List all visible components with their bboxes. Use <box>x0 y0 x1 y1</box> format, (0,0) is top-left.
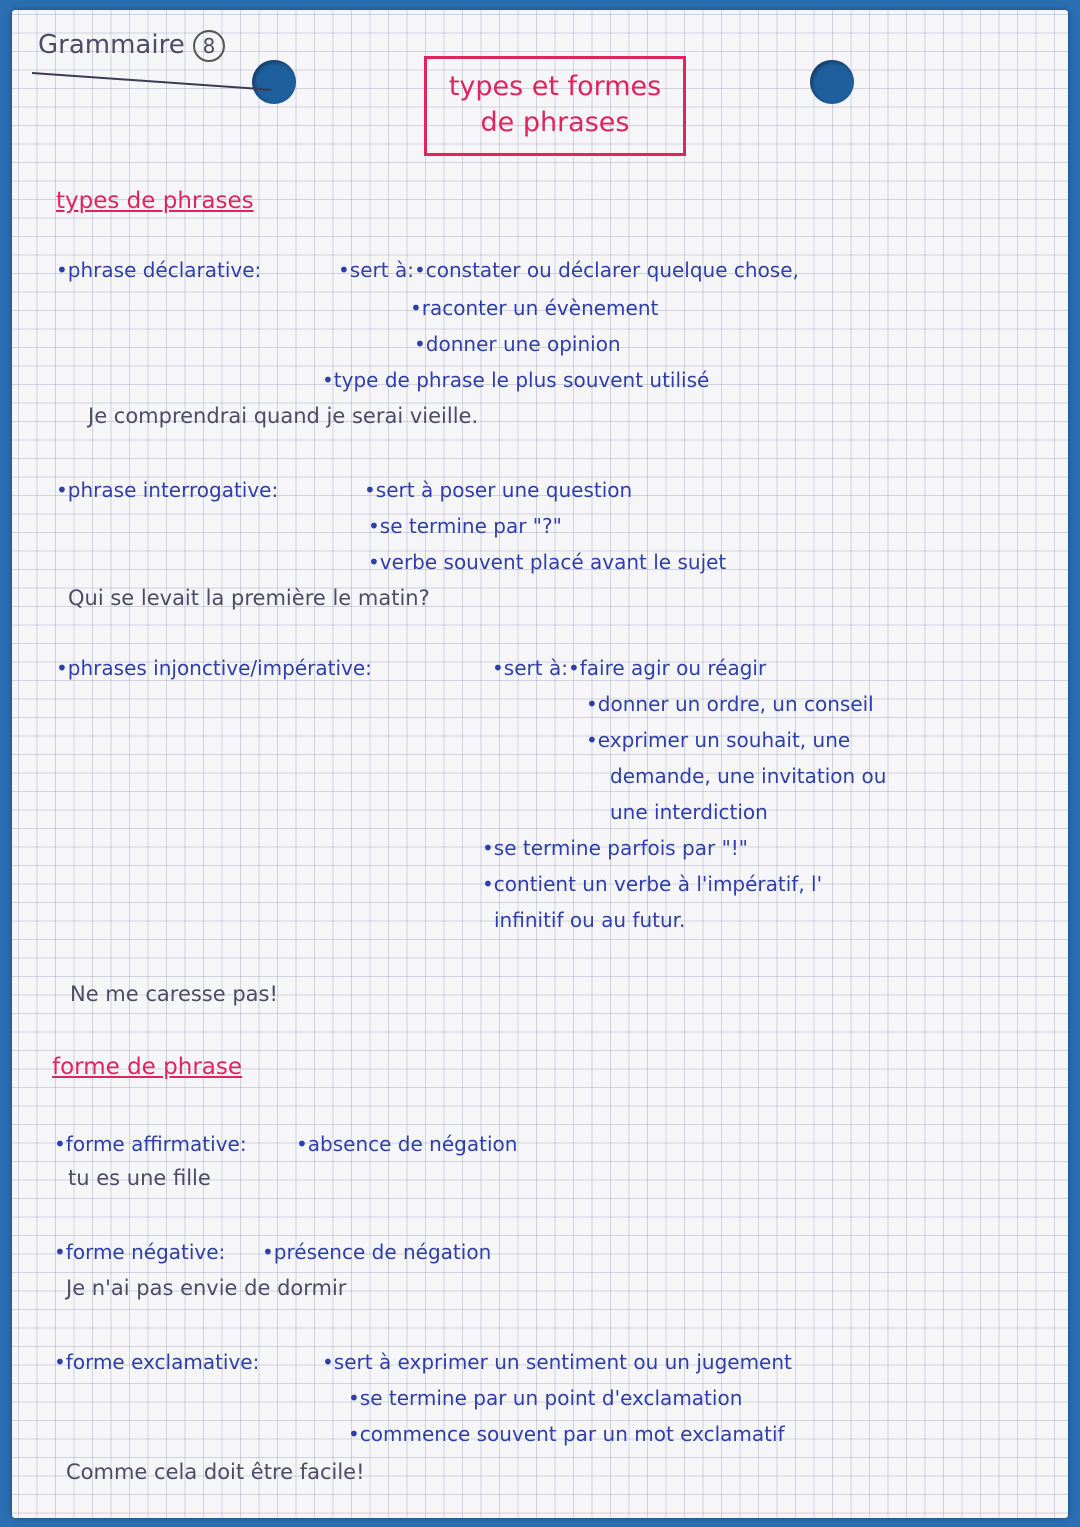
exclamative-line: •sert à exprimer un sentiment ou un jugement <box>322 1350 792 1374</box>
injunctive-line: demande, une invitation ou <box>610 764 887 788</box>
declarative-label: •phrase déclarative: <box>56 258 262 282</box>
header-number-badge: 8 <box>193 30 225 62</box>
page-title: types et formes de phrases <box>424 56 686 156</box>
declarative-line: •raconter un évènement <box>410 296 659 320</box>
interrogative-label: •phrase interrogative: <box>56 478 279 502</box>
exclamative-example: Comme cela doit être facile! <box>66 1460 365 1484</box>
section-heading-types: types de phrases <box>56 188 254 214</box>
injunctive-line: •exprimer un souhait, une <box>586 728 851 752</box>
interrogative-line: •se termine par "?" <box>368 514 562 538</box>
declarative-example: Je comprendrai quand je serai vieille. <box>88 404 479 428</box>
declarative-line: •type de phrase le plus souvent utilisé <box>322 368 710 392</box>
negative-line: •présence de négation <box>262 1240 492 1264</box>
affirmative-example: tu es une fille <box>68 1166 211 1190</box>
punch-hole-left <box>252 60 296 104</box>
injunctive-label: •phrases injonctive/impérative: <box>56 656 372 680</box>
punch-hole-right <box>810 60 854 104</box>
exclamative-line: •commence souvent par un mot exclamatif <box>348 1422 785 1446</box>
interrogative-line: •sert à poser une question <box>364 478 633 502</box>
negative-example: Je n'ai pas envie de dormir <box>66 1276 347 1300</box>
affirmative-label: •forme affirmative: <box>54 1132 247 1156</box>
injunctive-line: •sert à:•faire agir ou réagir <box>492 656 767 680</box>
injunctive-line: •se termine parfois par "!" <box>482 836 749 860</box>
exclamative-label: •forme exclamative: <box>54 1350 260 1374</box>
interrogative-line: •verbe souvent placé avant le sujet <box>368 550 727 574</box>
declarative-line: •donner une opinion <box>414 332 621 356</box>
section-heading-forms: forme de phrase <box>52 1054 243 1080</box>
exclamative-line: •se termine par un point d'exclamation <box>348 1386 743 1410</box>
negative-label: •forme négative: <box>54 1240 226 1264</box>
header-underline <box>32 72 272 91</box>
note-sheet <box>12 10 1068 1518</box>
injunctive-line: une interdiction <box>610 800 768 824</box>
interrogative-example: Qui se levait la première le matin? <box>68 586 430 610</box>
declarative-line: •sert à:•constater ou déclarer quelque chose, <box>338 258 799 282</box>
header-subject: Grammaire 8 <box>38 30 225 62</box>
injunctive-example: Ne me caresse pas! <box>70 982 278 1006</box>
injunctive-line: •contient un verbe à l'impératif, l' <box>482 872 823 896</box>
affirmative-line: •absence de négation <box>296 1132 518 1156</box>
injunctive-line: infinitif ou au futur. <box>494 908 686 932</box>
injunctive-line: •donner un ordre, un conseil <box>586 692 874 716</box>
